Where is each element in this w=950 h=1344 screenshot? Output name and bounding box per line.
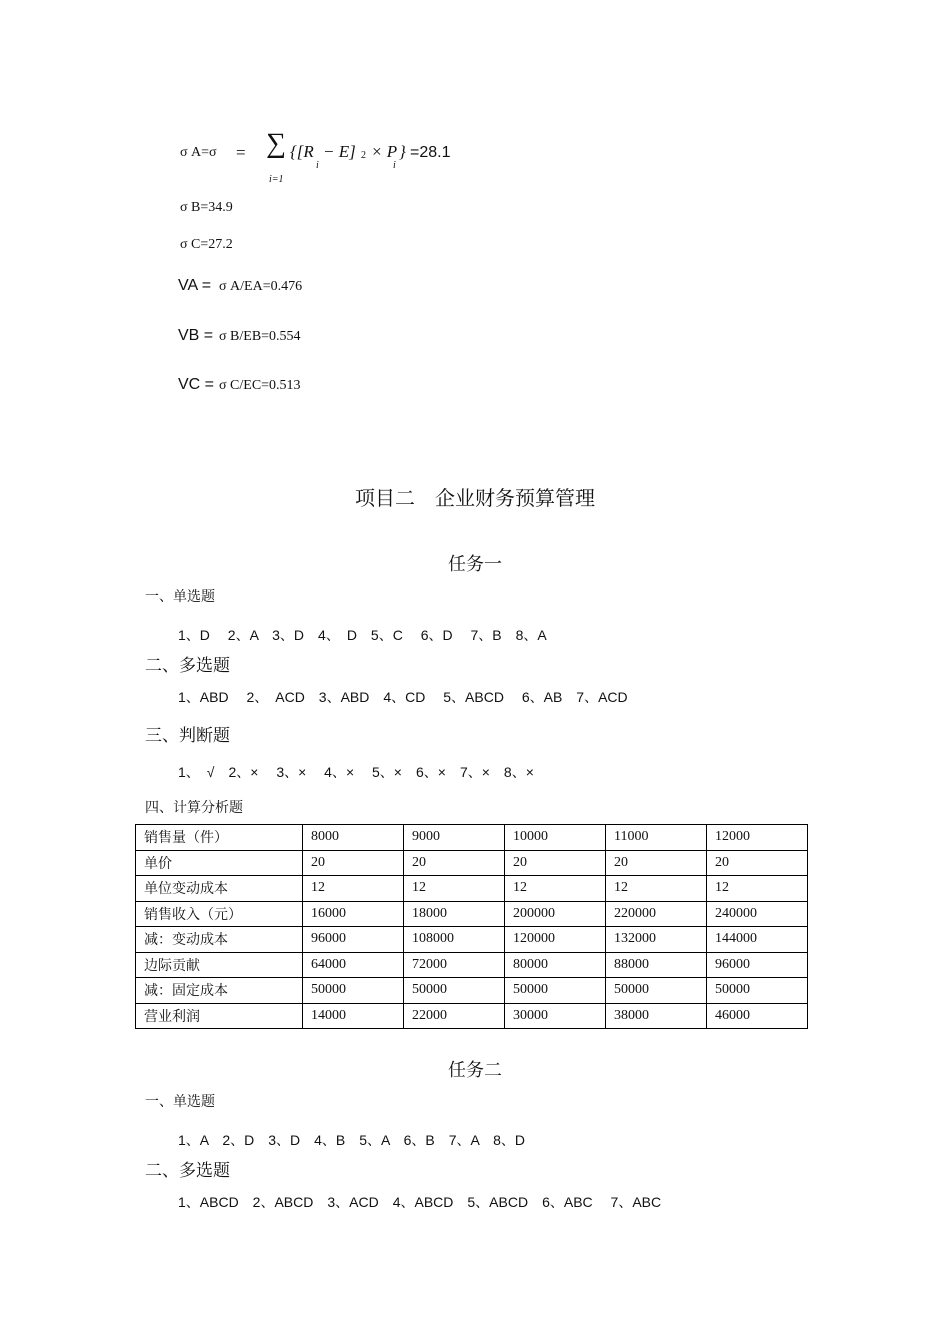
task1-title: 任务一 bbox=[448, 554, 502, 574]
sigma-b-line: σ B=34.9 bbox=[180, 200, 233, 215]
table-cell: 200000 bbox=[505, 901, 606, 927]
table-cell: 20 bbox=[303, 850, 404, 876]
table-row bbox=[136, 1003, 808, 1029]
budget-table bbox=[135, 824, 808, 1029]
table-cell: 边际贡献 bbox=[136, 952, 303, 978]
task1-multi-heading: 二、多选题 bbox=[145, 656, 230, 675]
table-cell: 销售收入（元） bbox=[136, 901, 303, 927]
table-cell: 50000 bbox=[404, 978, 505, 1004]
project-title: 项目二 企业财务预算管理 bbox=[355, 488, 595, 510]
formula-result: =28.1 bbox=[410, 144, 451, 161]
table-row bbox=[136, 927, 808, 953]
task1-judge-answers: 1、 √ 2、× 3、× 4、× 5、× 6、× 7、× 8、× bbox=[178, 764, 534, 780]
table-cell: 12 bbox=[303, 876, 404, 902]
vc-value: σ C/EC=0.513 bbox=[219, 378, 301, 393]
formula-subscript-i-2: i bbox=[393, 160, 396, 171]
table-cell: 20 bbox=[606, 850, 707, 876]
task1-single-heading: 一、单选题 bbox=[145, 590, 215, 605]
table-cell: 80000 bbox=[505, 952, 606, 978]
table-cell: 30000 bbox=[505, 1003, 606, 1029]
table-cell: 12 bbox=[606, 876, 707, 902]
table-cell: 12 bbox=[505, 876, 606, 902]
table-row bbox=[136, 901, 808, 927]
formula-close-brace: } bbox=[399, 142, 406, 161]
table-cell: 220000 bbox=[606, 901, 707, 927]
table-cell: 18000 bbox=[404, 901, 505, 927]
sigma-c-line: σ C=27.2 bbox=[180, 237, 233, 252]
table-cell: 144000 bbox=[707, 927, 808, 953]
table-cell: 64000 bbox=[303, 952, 404, 978]
table-cell: 12 bbox=[404, 876, 505, 902]
table-cell: 50000 bbox=[303, 978, 404, 1004]
task2-multi-answers: 1、ABCD 2、ABCD 3、ACD 4、ABCD 5、ABCD 6、ABC 7、ABC bbox=[178, 1194, 662, 1210]
formula-sigma-a-lhs: σ A=σ bbox=[180, 145, 217, 160]
table-cell: 11000 bbox=[606, 825, 707, 851]
formula-sum-lower-bound: i=1 bbox=[269, 174, 284, 185]
table-cell: 20 bbox=[707, 850, 808, 876]
table-row bbox=[136, 850, 808, 876]
table-cell: 8000 bbox=[303, 825, 404, 851]
task1-calc-heading: 四、计算分析题 bbox=[145, 801, 243, 816]
table-cell: 240000 bbox=[707, 901, 808, 927]
table-cell: 22000 bbox=[404, 1003, 505, 1029]
table-cell: 10000 bbox=[505, 825, 606, 851]
va-label: VA = bbox=[178, 277, 212, 294]
task1-single-answers: 1、D 2、A 3、D 4、 D 5、C 6、D 7、B 8、A bbox=[178, 627, 547, 643]
formula-body: {[R bbox=[290, 142, 314, 161]
formula-equals: = bbox=[236, 143, 246, 162]
va-value: σ A/EA=0.476 bbox=[219, 279, 303, 294]
table-cell: 销售量（件） bbox=[136, 825, 303, 851]
table-cell: 132000 bbox=[606, 927, 707, 953]
table-cell: 营业利润 bbox=[136, 1003, 303, 1029]
task2-title: 任务二 bbox=[448, 1060, 502, 1080]
table-cell: 20 bbox=[505, 850, 606, 876]
formula-square: 2 bbox=[361, 150, 366, 161]
table-row bbox=[136, 978, 808, 1004]
formula-minus-e: − E] bbox=[323, 142, 356, 161]
table-cell: 108000 bbox=[404, 927, 505, 953]
table-cell: 96000 bbox=[707, 952, 808, 978]
task1-judge-heading: 三、判断题 bbox=[145, 726, 230, 745]
table-cell: 50000 bbox=[505, 978, 606, 1004]
table-cell: 96000 bbox=[303, 927, 404, 953]
table-cell: 20 bbox=[404, 850, 505, 876]
vb-value: σ B/EB=0.554 bbox=[219, 329, 301, 344]
table-cell: 减：变动成本 bbox=[136, 927, 303, 953]
table-cell: 72000 bbox=[404, 952, 505, 978]
table-cell: 50000 bbox=[606, 978, 707, 1004]
table-cell: 单价 bbox=[136, 850, 303, 876]
table-cell: 88000 bbox=[606, 952, 707, 978]
task2-multi-heading: 二、多选题 bbox=[145, 1161, 230, 1180]
formula-times-p: × P bbox=[371, 142, 398, 161]
table-cell: 12000 bbox=[707, 825, 808, 851]
table-cell: 50000 bbox=[707, 978, 808, 1004]
table-cell: 9000 bbox=[404, 825, 505, 851]
vc-label: VC = bbox=[178, 376, 215, 393]
vb-label: VB = bbox=[178, 327, 214, 344]
table-cell: 46000 bbox=[707, 1003, 808, 1029]
table-cell: 减：固定成本 bbox=[136, 978, 303, 1004]
formula-sum-symbol: ∑ bbox=[266, 128, 286, 159]
table-cell: 16000 bbox=[303, 901, 404, 927]
table-cell: 120000 bbox=[505, 927, 606, 953]
table-cell: 14000 bbox=[303, 1003, 404, 1029]
table-cell: 38000 bbox=[606, 1003, 707, 1029]
task1-multi-answers: 1、ABD 2、 ACD 3、ABD 4、CD 5、ABCD 6、AB 7、ACD bbox=[178, 689, 628, 705]
table-row bbox=[136, 876, 808, 902]
table-row bbox=[136, 952, 808, 978]
table-cell: 单位变动成本 bbox=[136, 876, 303, 902]
task2-single-answers: 1、A 2、D 3、D 4、B 5、A 6、B 7、A 8、D bbox=[178, 1132, 525, 1148]
formula-subscript-i: i bbox=[316, 160, 319, 171]
table-row bbox=[136, 825, 808, 851]
task2-single-heading: 一、单选题 bbox=[145, 1095, 215, 1110]
table-cell: 12 bbox=[707, 876, 808, 902]
